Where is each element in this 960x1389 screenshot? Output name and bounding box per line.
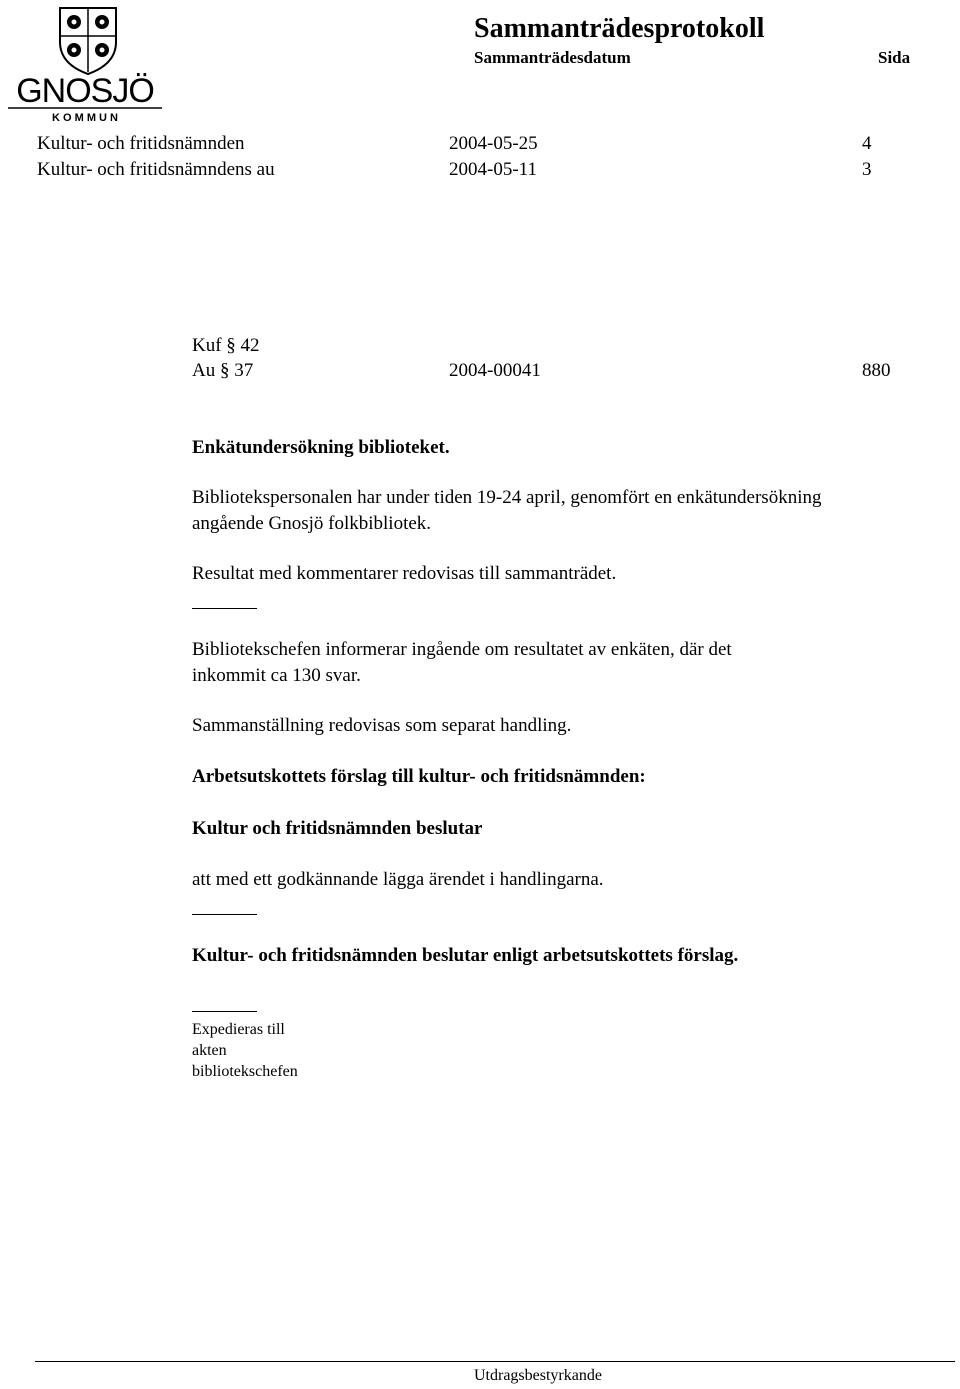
- paragraph-line: inkommit ca 130 svar.: [192, 665, 361, 686]
- meeting-page: 4: [862, 133, 872, 154]
- footer-rule: [35, 1361, 955, 1362]
- municipality-logo: [4, 2, 166, 124]
- distribution-recipient: akten: [192, 1042, 227, 1059]
- meeting-page: 3: [862, 159, 872, 180]
- decision-heading: Kultur och fritidsnämnden beslutar: [192, 818, 483, 839]
- proposal-heading: Arbetsutskottets förslag till kultur- och fritidsnämnden:: [192, 766, 646, 787]
- date-column-label: Sammanträdesdatum: [474, 48, 631, 67]
- paragraph-line: Bibliotekschefen informerar ingående om resultatet av enkäten, där det: [192, 639, 732, 660]
- final-decision: Kultur- och fritidsnämnden beslutar enligt arbetsutskottets förslag.: [192, 945, 739, 966]
- case-heading: Enkätundersökning biblioteket.: [192, 437, 450, 458]
- distribution-recipient: bibliotekschefen: [192, 1063, 298, 1080]
- meeting-body: Kultur- och fritidsnämnden: [37, 133, 245, 154]
- diary-number: 2004-00041: [449, 360, 541, 381]
- meeting-body: Kultur- och fritidsnämndens au: [37, 159, 275, 180]
- page-title: Sammanträdesprotokoll: [474, 13, 765, 44]
- meeting-date: 2004-05-11: [449, 159, 537, 180]
- separator-line: [192, 1011, 257, 1012]
- separator-line: [192, 914, 257, 915]
- case-code: 880: [862, 360, 891, 381]
- meeting-date: 2004-05-25: [449, 133, 538, 154]
- paragraph: Sammanställning redovisas som separat handling.: [192, 715, 572, 736]
- separator-line: [192, 608, 257, 609]
- page-column-label: Sida: [878, 48, 911, 67]
- logo-subtext: K O M M U N: [52, 112, 118, 124]
- paragraph-line: angående Gnosjö folkbibliotek.: [192, 513, 432, 534]
- au-paragraph-ref: Au § 37: [192, 360, 254, 381]
- distribution-label: Expedieras till: [192, 1021, 285, 1038]
- kuf-paragraph-ref: Kuf § 42: [192, 335, 260, 356]
- paragraph-line: Bibliotekspersonalen har under tiden 19-24 april, genomfört en enkätundersökning: [192, 487, 822, 508]
- paragraph: Resultat med kommentarer redovisas till sammanträdet.: [192, 563, 617, 584]
- coat-of-arms-icon: [4, 2, 166, 124]
- footer-label: Utdragsbestyrkande: [474, 1367, 602, 1384]
- logo-wordmark: GNOSJÖ: [16, 72, 154, 110]
- decision-text: att med ett godkännande lägga ärendet i handlingarna.: [192, 869, 604, 890]
